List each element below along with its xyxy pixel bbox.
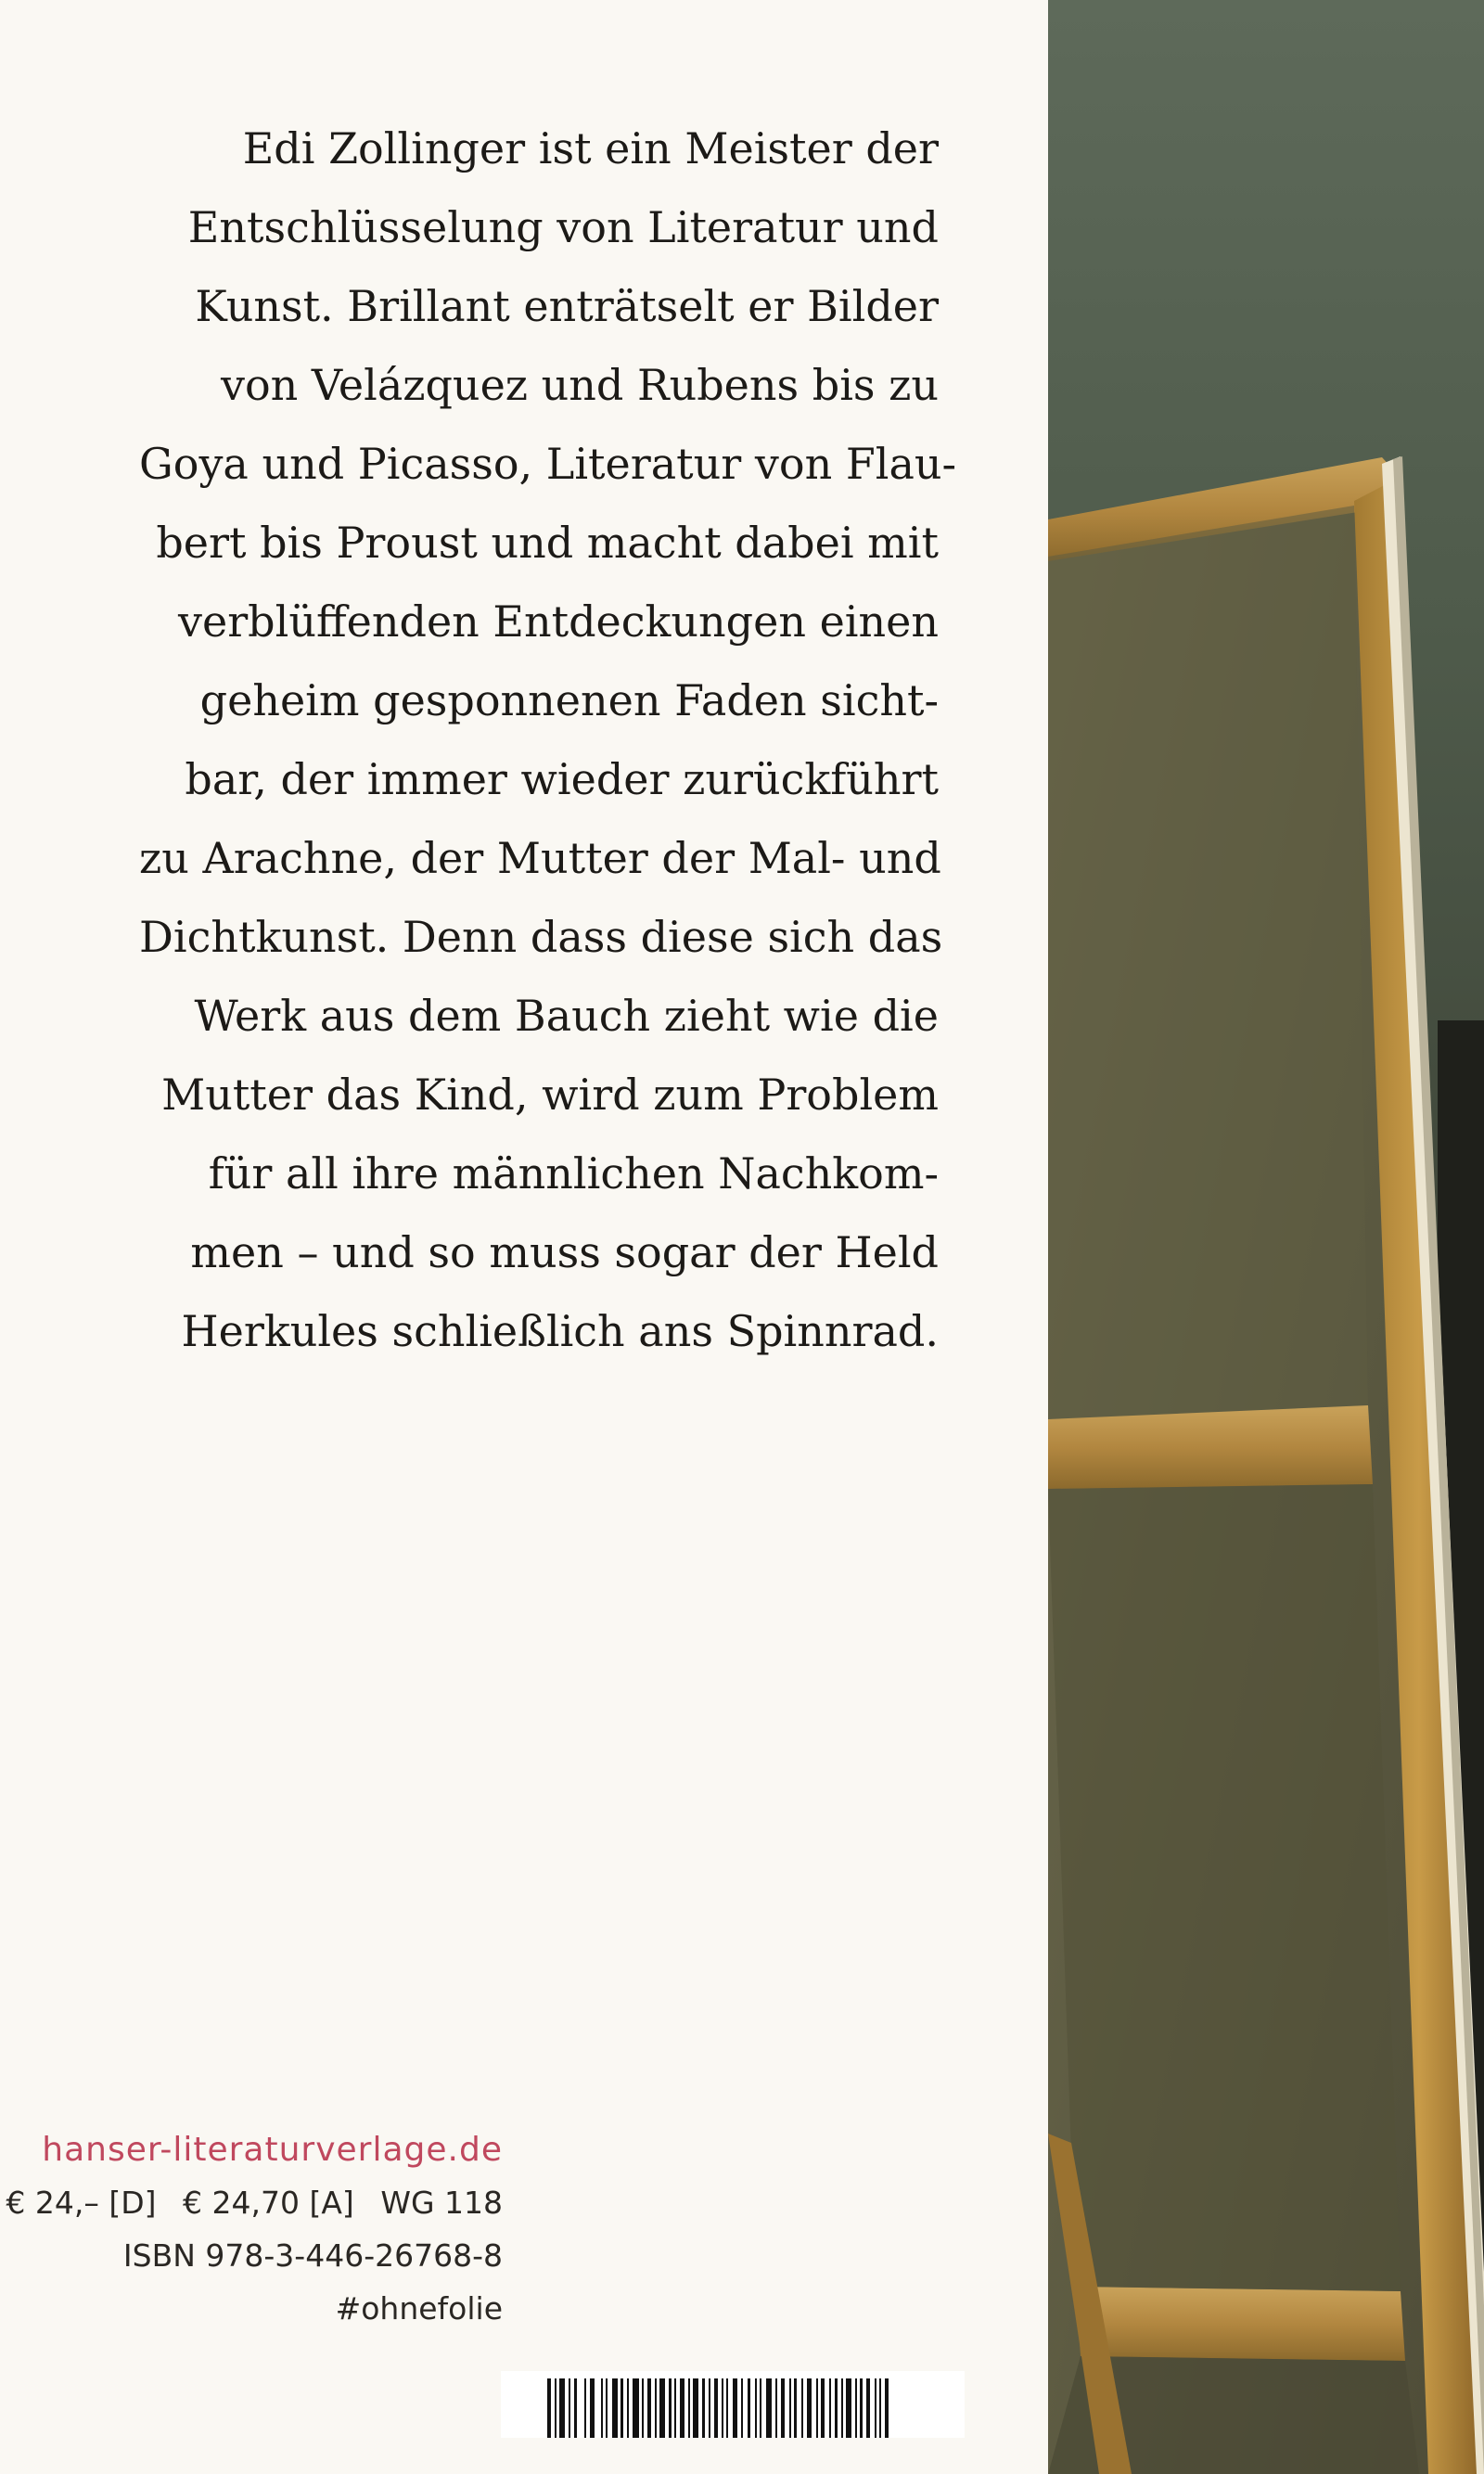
price-row	[0, 2176, 503, 2229]
warengruppe: WG 118	[380, 2185, 503, 2221]
blurb-line: von Velázquez und Rubens bis zu	[220, 360, 939, 410]
blurb-line: Kunst. Brillant enträtselt er Bilder	[195, 281, 939, 331]
blurb-line: bert bis Proust und macht dabei mit	[156, 518, 939, 568]
painting-image	[1048, 0, 1484, 2474]
isbn: ISBN 978-3-446-26768-8	[122, 2237, 503, 2274]
blurb-line: für all ihre männlichen Nachkom-	[208, 1148, 939, 1199]
blurb-line: bar, der immer wieder zurückführt	[185, 754, 939, 804]
blurb-line: Herkules schließlich ans Spinnrad.	[181, 1306, 939, 1356]
blurb-line: Dichtkunst. Denn dass diese sich das	[139, 912, 943, 962]
blurb-line: geheim gesponnenen Faden sicht-	[199, 675, 939, 725]
blurb-line: zu Arachne, der Mutter der Mal- und	[139, 833, 941, 883]
price-austria: € 24,70 [A]	[183, 2185, 354, 2221]
barcode-icon	[501, 2371, 965, 2438]
blurb-line: Mutter das Kind, wird zum Problem	[161, 1070, 939, 1120]
price-germany: € 24,– [D]	[6, 2185, 157, 2221]
blurb-line: Goya und Picasso, Literatur von Flau-	[139, 439, 957, 489]
publisher-url-link[interactable]: hanser-literaturverlage.de	[42, 2131, 503, 2169]
blurb-line: verblüffenden Entdeckungen einen	[177, 596, 939, 647]
blurb-line: men – und so muss sogar der Held	[190, 1227, 939, 1277]
blurb-line: Werk aus dem Bauch zieht wie die	[194, 991, 939, 1041]
blurb-line: Entschlüsselung von Literatur und	[187, 202, 939, 252]
publisher-info	[0, 2124, 503, 2335]
hashtag: #ohnefolie	[335, 2290, 503, 2327]
blurb-line: Edi Zollinger ist ein Meister der	[242, 123, 939, 173]
blurb-text	[139, 109, 957, 1371]
